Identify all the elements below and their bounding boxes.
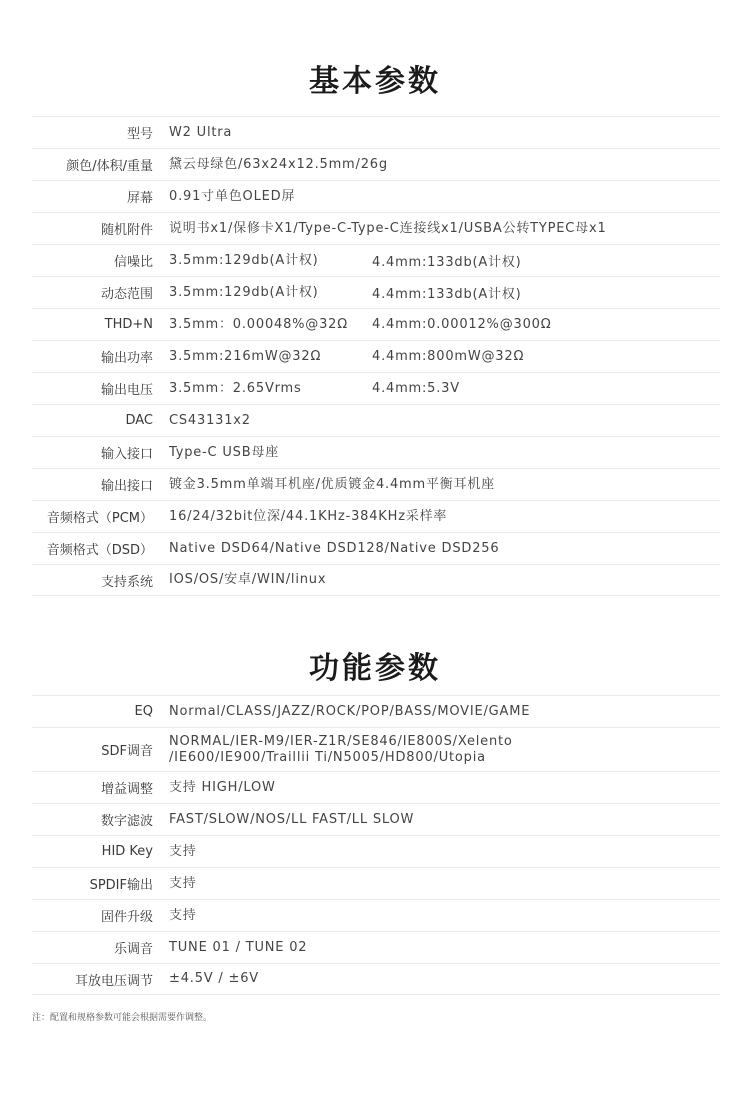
spec-value-line: CS43131x2 [169,412,251,428]
spec-row [32,276,720,308]
spec-row [32,867,720,899]
spec-value [169,125,232,141]
spec-value [169,509,447,525]
spec-label: 输出电压 [100,383,153,398]
spec-label: 型号 [126,127,153,142]
spec-value-line: 3.5mm：2.65Vrms [169,380,302,396]
spec-row [32,116,720,148]
spec-value-line: IOS/OS/安卓/WIN/linux [169,572,327,587]
spec-label: 屏幕 [126,191,153,206]
spec-value-line: Native DSD64/Native DSD128/Native DSD256 [169,540,500,556]
spec-value-line: 支持 [169,907,197,923]
spec-value [169,908,197,924]
spec-value [169,445,279,461]
spec-value [169,844,197,860]
spec-value-secondary: 4.4mm:133db(A计权) [372,255,522,270]
spec-label: 增益调整 [100,782,153,797]
spec-label: 音频格式（PCM） [46,511,153,526]
spec-value-line: 3.5mm:129db(A计权) [169,284,319,300]
spec-row [32,308,720,340]
spec-value-line: 0.91寸单色OLED屏 [169,188,296,204]
spec-value-line: NORMAL/IER-M9/IER-Z1R/SE846/IE800S/Xelento [169,733,513,749]
spec-value [169,971,259,987]
spec-value [169,734,513,766]
spec-value-line: 3.5mm:129db(A计权) [169,252,319,268]
spec-row [32,771,720,803]
spec-label: DAC [125,413,153,428]
basic-params-title: 基本参数 [309,64,441,99]
spec-value [169,876,197,892]
spec-value-line: Type-C USB母座 [169,444,280,460]
spec-row [32,500,720,532]
spec-value-line: 支持 HIGH/LOW [169,779,276,795]
spec-value [169,381,302,397]
spec-row [32,180,720,212]
spec-value [169,812,414,828]
spec-value-line: 镀金3.5mm单端耳机座/优质镀金4.4mm平衡耳机座 [169,476,495,492]
footnote: 注：配置和规格参数可能会根据需要作调整。 [32,1013,213,1023]
spec-value-line: ±4.5V / ±6V [169,971,259,986]
spec-value [169,572,326,588]
spec-value-line: 支持 [169,875,197,891]
spec-label: 输出功率 [100,351,153,366]
function-params-table [32,695,720,995]
spec-row [32,695,720,727]
spec-value-line: 3.5mm：0.00048%@32Ω [169,316,348,332]
spec-row [32,436,720,468]
spec-row [32,963,720,995]
spec-value [169,477,495,493]
spec-label: 数字滤波 [100,814,153,829]
spec-value-secondary: 4.4mm:133db(A计权) [372,287,522,302]
spec-label: 信噪比 [113,255,153,270]
spec-value [169,157,388,173]
spec-label: 输入接口 [100,447,153,462]
spec-value [169,413,251,429]
spec-row [32,899,720,931]
spec-value-line: 说明书x1/保修卡X1/Type-C-Type-C连接线x1/USBA公转TYPEC母x1 [169,220,607,236]
spec-label: 音频格式（DSD） [46,543,153,558]
function-params-title: 功能参数 [309,651,441,686]
spec-label: SDF调音 [101,744,153,759]
spec-value-line: 16/24/32bit位深/44.1KHz-384KHz采样率 [169,508,448,524]
spec-value-line: TUNE 01 / TUNE 02 [169,939,308,955]
spec-row [32,564,720,596]
spec-value [169,221,607,237]
spec-value [169,285,319,301]
spec-label: 输出接口 [100,479,153,494]
spec-value [169,541,499,557]
spec-row [32,803,720,835]
spec-row [32,404,720,436]
spec-row [32,931,720,963]
spec-value-line: FAST/SLOW/NOS/LL FAST/LL SLOW [169,811,415,827]
spec-value-secondary: 4.4mm:800mW@32Ω [372,349,525,364]
spec-value [169,940,307,956]
spec-label: 动态范围 [100,287,153,302]
spec-value-secondary: 4.4mm:5.3V [372,381,460,396]
spec-label: EQ [134,704,153,719]
spec-label: 随机附件 [100,223,153,238]
spec-value [169,317,348,333]
spec-row [32,835,720,867]
spec-label: 支持系统 [100,574,153,590]
spec-value-line: 支持 [169,843,197,859]
spec-value [169,189,295,205]
spec-label: 固件升级 [100,910,153,925]
basic-params-table [32,116,720,596]
spec-value-secondary: 4.4mm:0.00012%@300Ω [372,317,552,332]
spec-row [32,212,720,244]
spec-row [32,532,720,564]
spec-value [169,253,319,269]
spec-value-line: /IE600/IE900/Traillii Ti/N5005/HD800/Utopia [169,749,486,765]
spec-value [169,349,321,365]
spec-label: SPDIF输出 [89,878,153,893]
spec-value-line: 黛云母绿色/63x24x12.5mm/26g [169,156,388,172]
spec-value-line: 3.5mm:216mW@32Ω [169,348,322,364]
spec-label: 乐调音 [113,942,153,957]
spec-row [32,148,720,180]
spec-row [32,244,720,276]
spec-label: HID Key [101,844,153,859]
spec-label: 颜色/体积/重量 [66,159,153,174]
spec-row [32,340,720,372]
spec-row [32,727,720,771]
spec-row [32,468,720,500]
spec-value-line: Normal/CLASS/JAZZ/ROCK/POP/BASS/MOVIE/GAME [169,703,531,719]
spec-row [32,372,720,404]
spec-label: 耳放电压调节 [74,973,153,989]
spec-value-line: W2 Ultra [169,124,233,140]
spec-value [169,704,530,720]
spec-label: THD+N [104,317,153,332]
spec-value [169,780,276,796]
